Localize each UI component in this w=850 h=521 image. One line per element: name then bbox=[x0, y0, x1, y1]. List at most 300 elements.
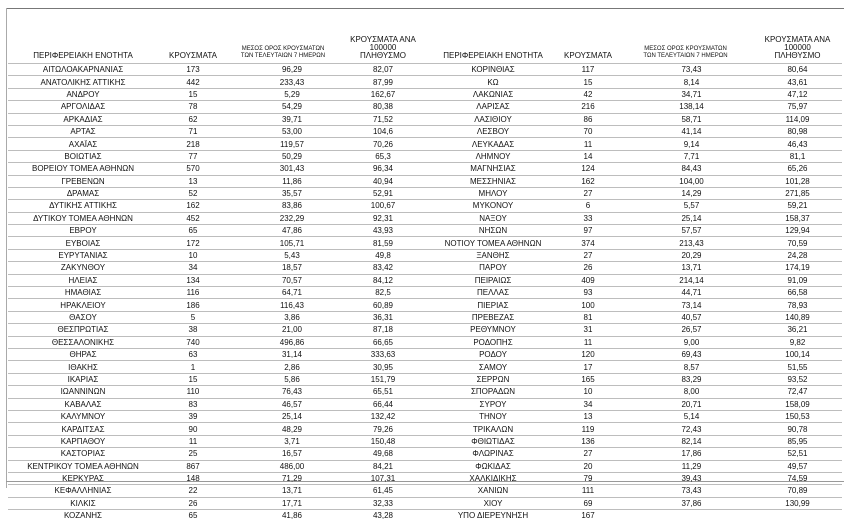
left-region-name: ΒΟΙΩΤΙΑΣ bbox=[8, 150, 158, 162]
left-rate-per-100k-value: 65,3 bbox=[338, 150, 428, 162]
right-cases-value: 162 bbox=[558, 175, 618, 187]
left-avg-7day-value: 3,86 bbox=[228, 311, 338, 323]
header-cases-right: ΚΡΟΥΣΜΑΤΑ bbox=[558, 36, 618, 64]
left-cases-value: 78 bbox=[158, 101, 228, 113]
left-rate-per-100k-value: 66,44 bbox=[338, 398, 428, 410]
left-region-name: ΚΑΡΠΑΘΟΥ bbox=[8, 435, 158, 447]
right-rate-per-100k-value: 78,93 bbox=[753, 299, 842, 311]
right-rate-per-100k-value: 70,89 bbox=[753, 485, 842, 497]
table-row bbox=[8, 348, 842, 360]
left-cases-value: 186 bbox=[158, 299, 228, 311]
cases-by-region-table bbox=[8, 36, 842, 521]
table-row bbox=[8, 373, 842, 385]
left-cases-value: 22 bbox=[158, 485, 228, 497]
right-region-name: ΛΑΣΙΘΙΟΥ bbox=[428, 113, 558, 125]
right-region-name: ΧΑΝΙΩΝ bbox=[428, 485, 558, 497]
left-avg-7day-value: 47,86 bbox=[228, 225, 338, 237]
right-avg-7day-value: 17,86 bbox=[618, 448, 753, 460]
right-rate-per-100k-value: 36,21 bbox=[753, 324, 842, 336]
left-rate-per-100k-value: 104,6 bbox=[338, 125, 428, 137]
left-rate-per-100k-value: 83,42 bbox=[338, 262, 428, 274]
left-avg-7day-value: 35,57 bbox=[228, 187, 338, 199]
right-region-name: ΜΑΓΝΗΣΙΑΣ bbox=[428, 163, 558, 175]
right-region-name: ΡΟΔΟΥ bbox=[428, 348, 558, 360]
right-avg-7day-value: 8,57 bbox=[618, 361, 753, 373]
right-rate-per-100k-value: 101,28 bbox=[753, 175, 842, 187]
right-region-name: ΤΗΝΟΥ bbox=[428, 410, 558, 422]
right-rate-per-100k-value: 80,98 bbox=[753, 125, 842, 137]
left-region-name: ΒΟΡΕΙΟΥ ΤΟΜΕΑ ΑΘΗΝΩΝ bbox=[8, 163, 158, 175]
left-region-name: ΓΡΕΒΕΝΩΝ bbox=[8, 175, 158, 187]
table-row bbox=[8, 287, 842, 299]
right-region-name: ΜΗΛΟΥ bbox=[428, 187, 558, 199]
right-region-name: ΣΠΟΡΑΔΩΝ bbox=[428, 386, 558, 398]
table-row bbox=[8, 274, 842, 286]
left-region-name: ΗΛΕΙΑΣ bbox=[8, 274, 158, 286]
left-cases-value: 62 bbox=[158, 113, 228, 125]
right-rate-per-100k-value: 51,55 bbox=[753, 361, 842, 373]
page-left-border bbox=[6, 8, 7, 488]
right-rate-per-100k-value: 129,94 bbox=[753, 225, 842, 237]
right-cases-value: 6 bbox=[558, 200, 618, 212]
left-rate-per-100k-value: 79,26 bbox=[338, 423, 428, 435]
left-rate-per-100k-value: 43,28 bbox=[338, 510, 428, 521]
left-rate-per-100k-value: 333,63 bbox=[338, 348, 428, 360]
left-region-name: ΙΘΑΚΗΣ bbox=[8, 361, 158, 373]
right-region-name: ΛΑΚΩΝΙΑΣ bbox=[428, 88, 558, 100]
right-avg-7day-value: 138,14 bbox=[618, 101, 753, 113]
table-row bbox=[8, 386, 842, 398]
left-region-name: ΗΡΑΚΛΕΙΟΥ bbox=[8, 299, 158, 311]
left-avg-7day-value: 25,14 bbox=[228, 410, 338, 422]
left-cases-value: 134 bbox=[158, 274, 228, 286]
right-region-name: ΜΕΣΣΗΝΙΑΣ bbox=[428, 175, 558, 187]
right-rate-per-100k-value: 80,64 bbox=[753, 64, 842, 76]
header-row bbox=[8, 36, 842, 64]
table-row bbox=[8, 101, 842, 113]
header-avg-left: ΜΕΣΟΣ ΟΡΟΣ ΚΡΟΥΣΜΑΤΩΝ ΤΩΝ ΤΕΛΕΥΤΑΙΩΝ 7 ΗΜΕΡΩΝ bbox=[228, 36, 338, 64]
right-cases-value: 20 bbox=[558, 460, 618, 472]
right-avg-7day-value: 73,43 bbox=[618, 485, 753, 497]
left-avg-7day-value: 5,86 bbox=[228, 373, 338, 385]
right-cases-value: 27 bbox=[558, 187, 618, 199]
table-row bbox=[8, 138, 842, 150]
right-cases-value: 117 bbox=[558, 64, 618, 76]
right-avg-7day-value: 84,43 bbox=[618, 163, 753, 175]
left-avg-7day-value: 71,29 bbox=[228, 472, 338, 484]
right-cases-value: 34 bbox=[558, 398, 618, 410]
left-cases-value: 148 bbox=[158, 472, 228, 484]
right-region-name: ΚΟΡΙΝΘΙΑΣ bbox=[428, 64, 558, 76]
right-avg-7day-value bbox=[618, 510, 753, 521]
right-rate-per-100k-value: 158,09 bbox=[753, 398, 842, 410]
right-cases-value: 15 bbox=[558, 76, 618, 88]
left-avg-7day-value: 232,29 bbox=[228, 212, 338, 224]
right-region-name: ΛΑΡΙΣΑΣ bbox=[428, 101, 558, 113]
left-region-name: ΑΧΑΪΑΣ bbox=[8, 138, 158, 150]
left-avg-7day-value: 3,71 bbox=[228, 435, 338, 447]
left-cases-value: 452 bbox=[158, 212, 228, 224]
left-region-name: ΚΑΡΔΙΤΣΑΣ bbox=[8, 423, 158, 435]
right-cases-value: 27 bbox=[558, 448, 618, 460]
left-avg-7day-value: 105,71 bbox=[228, 237, 338, 249]
left-avg-7day-value: 46,57 bbox=[228, 398, 338, 410]
left-rate-per-100k-value: 84,12 bbox=[338, 274, 428, 286]
right-rate-per-100k-value: 75,97 bbox=[753, 101, 842, 113]
table-row bbox=[8, 410, 842, 422]
left-cases-value: 162 bbox=[158, 200, 228, 212]
left-rate-per-100k-value: 49,68 bbox=[338, 448, 428, 460]
left-region-name: ΚΟΖΑΝΗΣ bbox=[8, 510, 158, 521]
left-region-name: ΘΕΣΣΑΛΟΝΙΚΗΣ bbox=[8, 336, 158, 348]
right-cases-value: 124 bbox=[558, 163, 618, 175]
left-rate-per-100k-value: 96,34 bbox=[338, 163, 428, 175]
right-region-name: ΣΕΡΡΩΝ bbox=[428, 373, 558, 385]
right-cases-value: 26 bbox=[558, 262, 618, 274]
right-cases-value: 33 bbox=[558, 212, 618, 224]
right-rate-per-100k-value bbox=[753, 510, 842, 521]
left-cases-value: 1 bbox=[158, 361, 228, 373]
right-rate-per-100k-value: 100,14 bbox=[753, 348, 842, 360]
table-row bbox=[8, 472, 842, 484]
right-cases-value: 11 bbox=[558, 138, 618, 150]
left-cases-value: 83 bbox=[158, 398, 228, 410]
header-rate-left: ΚΡΟΥΣΜΑΤΑ ΑΝΑ 100000 ΠΛΗΘΥΣΜΟ bbox=[338, 36, 428, 64]
left-rate-per-100k-value: 92,31 bbox=[338, 212, 428, 224]
right-avg-7day-value: 7,71 bbox=[618, 150, 753, 162]
left-cases-value: 52 bbox=[158, 187, 228, 199]
left-region-name: ΘΕΣΠΡΩΤΙΑΣ bbox=[8, 324, 158, 336]
left-rate-per-100k-value: 132,42 bbox=[338, 410, 428, 422]
right-cases-value: 11 bbox=[558, 336, 618, 348]
left-region-name: ΚΑΣΤΟΡΙΑΣ bbox=[8, 448, 158, 460]
right-cases-value: 409 bbox=[558, 274, 618, 286]
right-region-name: ΧΑΛΚΙΔΙΚΗΣ bbox=[428, 472, 558, 484]
left-avg-7day-value: 16,57 bbox=[228, 448, 338, 460]
left-avg-7day-value: 54,29 bbox=[228, 101, 338, 113]
left-rate-per-100k-value: 52,91 bbox=[338, 187, 428, 199]
left-cases-value: 34 bbox=[158, 262, 228, 274]
right-rate-per-100k-value: 9,82 bbox=[753, 336, 842, 348]
left-rate-per-100k-value: 43,93 bbox=[338, 225, 428, 237]
table-row bbox=[8, 150, 842, 162]
left-rate-per-100k-value: 71,52 bbox=[338, 113, 428, 125]
right-region-name: ΠΙΕΡΙΑΣ bbox=[428, 299, 558, 311]
right-rate-per-100k-value: 140,89 bbox=[753, 311, 842, 323]
right-rate-per-100k-value: 158,37 bbox=[753, 212, 842, 224]
left-rate-per-100k-value: 30,95 bbox=[338, 361, 428, 373]
left-cases-value: 25 bbox=[158, 448, 228, 460]
left-rate-per-100k-value: 65,51 bbox=[338, 386, 428, 398]
right-region-name: ΠΑΡΟΥ bbox=[428, 262, 558, 274]
left-rate-per-100k-value: 36,31 bbox=[338, 311, 428, 323]
left-cases-value: 867 bbox=[158, 460, 228, 472]
left-region-name: ΑΝΔΡΟΥ bbox=[8, 88, 158, 100]
left-region-name: ΚΕΝΤΡΙΚΟΥ ΤΟΜΕΑ ΑΘΗΝΩΝ bbox=[8, 460, 158, 472]
right-cases-value: 69 bbox=[558, 497, 618, 509]
right-rate-per-100k-value: 47,12 bbox=[753, 88, 842, 100]
left-avg-7day-value: 31,14 bbox=[228, 348, 338, 360]
right-cases-value: 167 bbox=[558, 510, 618, 521]
header-cases-left: ΚΡΟΥΣΜΑΤΑ bbox=[158, 36, 228, 64]
right-region-name: ΛΕΣΒΟΥ bbox=[428, 125, 558, 137]
left-avg-7day-value: 18,57 bbox=[228, 262, 338, 274]
table-row bbox=[8, 262, 842, 274]
left-cases-value: 15 bbox=[158, 88, 228, 100]
table-row bbox=[8, 324, 842, 336]
left-rate-per-100k-value: 81,59 bbox=[338, 237, 428, 249]
left-region-name: ΘΑΣΟΥ bbox=[8, 311, 158, 323]
table-row bbox=[8, 64, 842, 76]
left-cases-value: 65 bbox=[158, 225, 228, 237]
left-rate-per-100k-value: 100,67 bbox=[338, 200, 428, 212]
right-region-name: ΛΗΜΝΟΥ bbox=[428, 150, 558, 162]
left-avg-7day-value: 48,29 bbox=[228, 423, 338, 435]
left-rate-per-100k-value: 82,07 bbox=[338, 64, 428, 76]
table-row bbox=[8, 249, 842, 261]
right-region-name: ΝΑΞΟΥ bbox=[428, 212, 558, 224]
left-rate-per-100k-value: 32,33 bbox=[338, 497, 428, 509]
left-rate-per-100k-value: 107,31 bbox=[338, 472, 428, 484]
left-cases-value: 15 bbox=[158, 373, 228, 385]
right-avg-7day-value: 41,14 bbox=[618, 125, 753, 137]
right-avg-7day-value: 72,43 bbox=[618, 423, 753, 435]
left-avg-7day-value: 5,43 bbox=[228, 249, 338, 261]
right-cases-value: 14 bbox=[558, 150, 618, 162]
table-row bbox=[8, 88, 842, 100]
table-row bbox=[8, 237, 842, 249]
right-region-name: ΠΕΛΛΑΣ bbox=[428, 287, 558, 299]
right-avg-7day-value: 69,43 bbox=[618, 348, 753, 360]
right-region-name: ΣΥΡΟΥ bbox=[428, 398, 558, 410]
left-avg-7day-value: 50,29 bbox=[228, 150, 338, 162]
left-avg-7day-value: 53,00 bbox=[228, 125, 338, 137]
left-cases-value: 116 bbox=[158, 287, 228, 299]
left-avg-7day-value: 70,57 bbox=[228, 274, 338, 286]
left-avg-7day-value: 2,86 bbox=[228, 361, 338, 373]
left-region-name: ΕΒΡΟΥ bbox=[8, 225, 158, 237]
right-rate-per-100k-value: 24,28 bbox=[753, 249, 842, 261]
right-avg-7day-value: 39,43 bbox=[618, 472, 753, 484]
right-rate-per-100k-value: 91,09 bbox=[753, 274, 842, 286]
table-row bbox=[8, 187, 842, 199]
right-rate-per-100k-value: 271,85 bbox=[753, 187, 842, 199]
right-region-name: ΣΑΜΟΥ bbox=[428, 361, 558, 373]
left-cases-value: 13 bbox=[158, 175, 228, 187]
left-cases-value: 71 bbox=[158, 125, 228, 137]
left-rate-per-100k-value: 87,99 bbox=[338, 76, 428, 88]
left-rate-per-100k-value: 82,5 bbox=[338, 287, 428, 299]
left-region-name: ΖΑΚΥΝΘΟΥ bbox=[8, 262, 158, 274]
right-cases-value: 81 bbox=[558, 311, 618, 323]
left-avg-7day-value: 64,71 bbox=[228, 287, 338, 299]
left-region-name: ΑΡΓΟΛΙΔΑΣ bbox=[8, 101, 158, 113]
table-row bbox=[8, 225, 842, 237]
table-row bbox=[8, 336, 842, 348]
table-row bbox=[8, 125, 842, 137]
right-avg-7day-value: 25,14 bbox=[618, 212, 753, 224]
right-avg-7day-value: 213,43 bbox=[618, 237, 753, 249]
left-region-name: ΙΩΑΝΝΙΝΩΝ bbox=[8, 386, 158, 398]
left-region-name: ΑΡΤΑΣ bbox=[8, 125, 158, 137]
right-rate-per-100k-value: 43,61 bbox=[753, 76, 842, 88]
right-avg-7day-value: 214,14 bbox=[618, 274, 753, 286]
left-cases-value: 5 bbox=[158, 311, 228, 323]
right-rate-per-100k-value: 85,95 bbox=[753, 435, 842, 447]
right-region-name: ΡΕΘΥΜΝΟΥ bbox=[428, 324, 558, 336]
right-cases-value: 374 bbox=[558, 237, 618, 249]
table-row bbox=[8, 175, 842, 187]
table-row bbox=[8, 163, 842, 175]
left-region-name: ΚΑΛΥΜΝΟΥ bbox=[8, 410, 158, 422]
left-cases-value: 570 bbox=[158, 163, 228, 175]
left-avg-7day-value: 76,43 bbox=[228, 386, 338, 398]
left-cases-value: 77 bbox=[158, 150, 228, 162]
right-cases-value: 97 bbox=[558, 225, 618, 237]
left-region-name: ΑΝΑΤΟΛΙΚΗΣ ΑΤΤΙΚΗΣ bbox=[8, 76, 158, 88]
right-avg-7day-value: 5,14 bbox=[618, 410, 753, 422]
left-rate-per-100k-value: 80,38 bbox=[338, 101, 428, 113]
table-row bbox=[8, 299, 842, 311]
left-avg-7day-value: 83,86 bbox=[228, 200, 338, 212]
table-row bbox=[8, 200, 842, 212]
right-cases-value: 120 bbox=[558, 348, 618, 360]
left-rate-per-100k-value: 151,79 bbox=[338, 373, 428, 385]
right-cases-value: 17 bbox=[558, 361, 618, 373]
table-row bbox=[8, 113, 842, 125]
left-avg-7day-value: 21,00 bbox=[228, 324, 338, 336]
right-avg-7day-value: 57,57 bbox=[618, 225, 753, 237]
right-region-name: ΧΙΟΥ bbox=[428, 497, 558, 509]
right-avg-7day-value: 8,00 bbox=[618, 386, 753, 398]
table-row bbox=[8, 423, 842, 435]
right-avg-7day-value: 83,29 bbox=[618, 373, 753, 385]
left-cases-value: 740 bbox=[158, 336, 228, 348]
page-top-border bbox=[6, 8, 844, 9]
left-cases-value: 442 bbox=[158, 76, 228, 88]
right-avg-7day-value: 5,57 bbox=[618, 200, 753, 212]
left-avg-7day-value: 96,29 bbox=[228, 64, 338, 76]
left-cases-value: 173 bbox=[158, 64, 228, 76]
right-rate-per-100k-value: 52,51 bbox=[753, 448, 842, 460]
table-row bbox=[8, 212, 842, 224]
right-cases-value: 42 bbox=[558, 88, 618, 100]
right-cases-value: 31 bbox=[558, 324, 618, 336]
right-rate-per-100k-value: 66,58 bbox=[753, 287, 842, 299]
right-region-name: ΤΡΙΚΑΛΩΝ bbox=[428, 423, 558, 435]
left-rate-per-100k-value: 70,26 bbox=[338, 138, 428, 150]
left-avg-7day-value: 233,43 bbox=[228, 76, 338, 88]
left-rate-per-100k-value: 40,94 bbox=[338, 175, 428, 187]
left-rate-per-100k-value: 150,48 bbox=[338, 435, 428, 447]
table-row bbox=[8, 435, 842, 447]
left-region-name: ΘΗΡΑΣ bbox=[8, 348, 158, 360]
right-cases-value: 100 bbox=[558, 299, 618, 311]
left-rate-per-100k-value: 84,21 bbox=[338, 460, 428, 472]
left-region-name: ΚΙΛΚΙΣ bbox=[8, 497, 158, 509]
header-rate-right: ΚΡΟΥΣΜΑΤΑ ΑΝΑ 100000 ΠΛΗΘΥΣΜΟ bbox=[753, 36, 842, 64]
left-cases-value: 218 bbox=[158, 138, 228, 150]
left-cases-value: 110 bbox=[158, 386, 228, 398]
right-cases-value: 165 bbox=[558, 373, 618, 385]
table-row bbox=[8, 448, 842, 460]
right-region-name: ΝΗΣΩΝ bbox=[428, 225, 558, 237]
right-cases-value: 216 bbox=[558, 101, 618, 113]
right-avg-7day-value: 40,57 bbox=[618, 311, 753, 323]
right-rate-per-100k-value: 114,09 bbox=[753, 113, 842, 125]
left-region-name: ΚΑΒΑΛΑΣ bbox=[8, 398, 158, 410]
left-rate-per-100k-value: 49,8 bbox=[338, 249, 428, 261]
left-avg-7day-value: 41,86 bbox=[228, 510, 338, 521]
right-rate-per-100k-value: 81,1 bbox=[753, 150, 842, 162]
left-cases-value: 10 bbox=[158, 249, 228, 261]
left-avg-7day-value: 17,71 bbox=[228, 497, 338, 509]
right-rate-per-100k-value: 174,19 bbox=[753, 262, 842, 274]
right-region-name: ΥΠΟ ΔΙΕΡΕΥΝΗΣΗ bbox=[428, 510, 558, 521]
left-region-name: ΕΥΡΥΤΑΝΙΑΣ bbox=[8, 249, 158, 261]
right-avg-7day-value: 11,29 bbox=[618, 460, 753, 472]
right-rate-per-100k-value: 150,53 bbox=[753, 410, 842, 422]
right-avg-7day-value: 26,57 bbox=[618, 324, 753, 336]
left-cases-value: 65 bbox=[158, 510, 228, 521]
left-region-name: ΔΡΑΜΑΣ bbox=[8, 187, 158, 199]
right-rate-per-100k-value: 59,21 bbox=[753, 200, 842, 212]
right-cases-value: 27 bbox=[558, 249, 618, 261]
left-region-name: ΑΡΚΑΔΙΑΣ bbox=[8, 113, 158, 125]
right-cases-value: 119 bbox=[558, 423, 618, 435]
right-avg-7day-value: 13,71 bbox=[618, 262, 753, 274]
left-rate-per-100k-value: 87,18 bbox=[338, 324, 428, 336]
left-avg-7day-value: 486,00 bbox=[228, 460, 338, 472]
left-avg-7day-value: 13,71 bbox=[228, 485, 338, 497]
right-rate-per-100k-value: 90,78 bbox=[753, 423, 842, 435]
left-rate-per-100k-value: 66,65 bbox=[338, 336, 428, 348]
right-rate-per-100k-value: 65,26 bbox=[753, 163, 842, 175]
right-rate-per-100k-value: 70,59 bbox=[753, 237, 842, 249]
right-region-name: ΞΑΝΘΗΣ bbox=[428, 249, 558, 261]
left-rate-per-100k-value: 162,67 bbox=[338, 88, 428, 100]
right-cases-value: 70 bbox=[558, 125, 618, 137]
right-avg-7day-value: 20,29 bbox=[618, 249, 753, 261]
left-region-name: ΔΥΤΙΚΗΣ ΑΤΤΙΚΗΣ bbox=[8, 200, 158, 212]
left-cases-value: 11 bbox=[158, 435, 228, 447]
right-rate-per-100k-value: 74,59 bbox=[753, 472, 842, 484]
left-region-name: ΚΕΡΚΥΡΑΣ bbox=[8, 472, 158, 484]
left-rate-per-100k-value: 61,45 bbox=[338, 485, 428, 497]
right-region-name: ΠΡΕΒΕΖΑΣ bbox=[428, 311, 558, 323]
right-avg-7day-value: 9,14 bbox=[618, 138, 753, 150]
table-row bbox=[8, 311, 842, 323]
left-cases-value: 26 bbox=[158, 497, 228, 509]
right-rate-per-100k-value: 93,52 bbox=[753, 373, 842, 385]
right-avg-7day-value: 8,14 bbox=[618, 76, 753, 88]
right-avg-7day-value: 37,86 bbox=[618, 497, 753, 509]
table-row bbox=[8, 497, 842, 509]
right-region-name: ΠΕΙΡΑΙΩΣ bbox=[428, 274, 558, 286]
right-avg-7day-value: 20,71 bbox=[618, 398, 753, 410]
left-cases-value: 39 bbox=[158, 410, 228, 422]
right-region-name: ΚΩ bbox=[428, 76, 558, 88]
right-rate-per-100k-value: 130,99 bbox=[753, 497, 842, 509]
table-row bbox=[8, 460, 842, 472]
right-avg-7day-value: 82,14 bbox=[618, 435, 753, 447]
right-cases-value: 136 bbox=[558, 435, 618, 447]
left-region-name: ΔΥΤΙΚΟΥ ΤΟΜΕΑ ΑΘΗΝΩΝ bbox=[8, 212, 158, 224]
right-cases-value: 86 bbox=[558, 113, 618, 125]
right-avg-7day-value: 73,43 bbox=[618, 64, 753, 76]
left-avg-7day-value: 119,57 bbox=[228, 138, 338, 150]
table-row bbox=[8, 76, 842, 88]
